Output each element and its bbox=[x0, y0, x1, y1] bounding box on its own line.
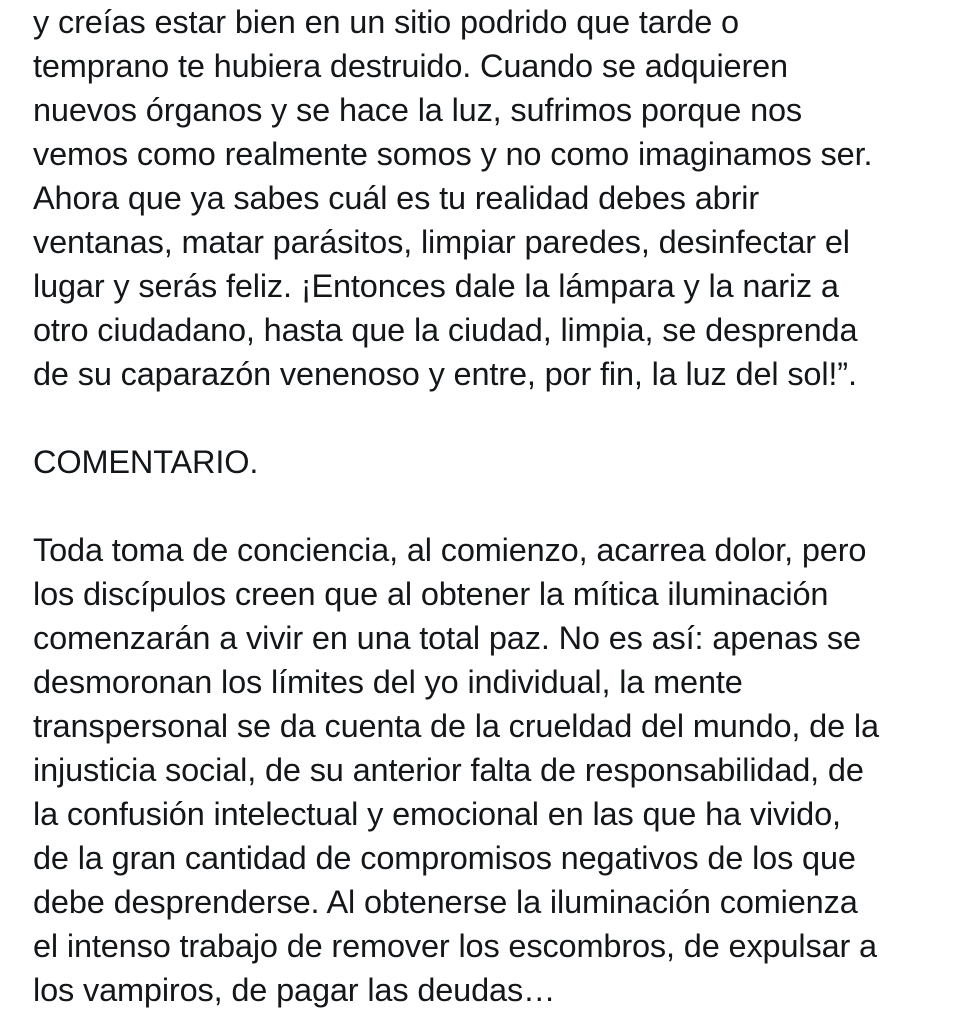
heading-text: COMENTARIO. bbox=[33, 444, 259, 480]
text-line: los vampiros, de pagar las deudas… bbox=[33, 972, 556, 1008]
text-line: nuevos órganos y se hace la luz, sufrimos porque nos bbox=[33, 92, 803, 128]
text-line: otro ciudadano, hasta que la ciudad, limpia, se desprenda bbox=[33, 312, 858, 348]
text-line: vemos como realmente somos y no como imaginamos ser. bbox=[33, 136, 873, 172]
text-line: transpersonal se da cuenta de la crueldad del mundo, de la bbox=[33, 708, 879, 744]
text-line: temprano te hubiera destruido. Cuando se adquieren bbox=[33, 48, 788, 84]
paragraph-quote-ending bbox=[33, 0, 872, 396]
paragraph-commentary bbox=[33, 528, 879, 1012]
text-line: el intenso trabajo de remover los escombros, de expulsar a bbox=[33, 928, 877, 964]
text-line: de la gran cantidad de compromisos negativos de los que bbox=[33, 840, 856, 876]
text-line: los discípulos creen que al obtener la mítica iluminación bbox=[33, 576, 829, 612]
text-line: desmoronan los límites del yo individual, la mente bbox=[33, 664, 743, 700]
text-line: de su caparazón venenoso y entre, por fin, la luz del sol!”. bbox=[33, 356, 857, 392]
text-line: Toda toma de conciencia, al comienzo, acarrea dolor, pero bbox=[33, 532, 867, 568]
text-line: debe desprenderse. Al obtenerse la iluminación comienza bbox=[33, 884, 858, 920]
text-line: injusticia social, de su anterior falta de responsabilidad, de bbox=[33, 752, 864, 788]
text-line: comenzarán a vivir en una total paz. No es así: apenas se bbox=[33, 620, 861, 656]
text-line: la confusión intelectual y emocional en las que ha vivido, bbox=[33, 796, 841, 832]
text-line: Ahora que ya sabes cuál es tu realidad debes abrir bbox=[33, 180, 760, 216]
text-line: y creías estar bien en un sitio podrido que tarde o bbox=[33, 4, 739, 40]
text-line: lugar y serás feliz. ¡Entonces dale la lámpara y la nariz a bbox=[33, 268, 839, 304]
section-heading bbox=[33, 440, 258, 484]
text-line: ventanas, matar parásitos, limpiar paredes, desinfectar el bbox=[33, 224, 850, 260]
